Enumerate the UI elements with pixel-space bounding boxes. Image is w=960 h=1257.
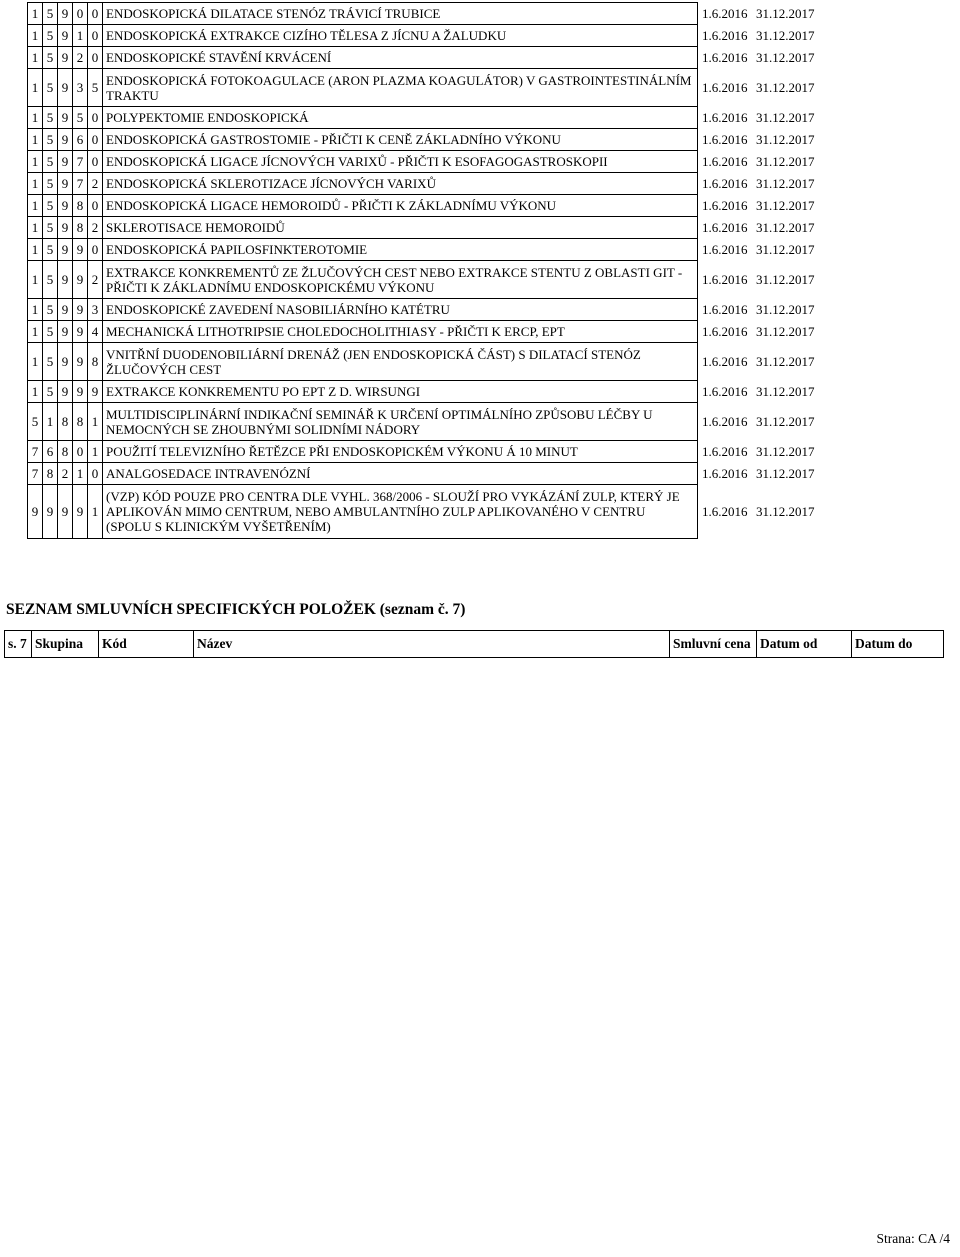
procedure-table <box>27 2 819 539</box>
code-digit-cell: 1 <box>28 343 43 381</box>
code-digit-cell: 2 <box>73 47 88 69</box>
procedure-name-cell: ENDOSKOPICKÁ LIGACE HEMOROIDŮ - PŘIČTI K ZÁKLADNÍMU VÝKONU <box>103 195 698 217</box>
header-row <box>5 631 944 658</box>
code-digit-cell: 5 <box>43 299 58 321</box>
header-cell-group: Skupina <box>32 631 99 658</box>
code-digit-cell: 2 <box>88 173 103 195</box>
code-digit-cell: 1 <box>73 463 88 485</box>
code-digit-cell: 1 <box>28 151 43 173</box>
header-cell-name: Název <box>194 631 670 658</box>
code-digit-cell: 7 <box>73 173 88 195</box>
code-digit-cell: 5 <box>28 403 43 441</box>
procedure-name-cell: ENDOSKOPICKÁ LIGACE JÍCNOVÝCH VARIXŮ - PŘIČTI K ESOFAGOGASTROSKOPII <box>103 151 698 173</box>
procedure-name-cell: ENDOSKOPICKÁ SKLEROTIZACE JÍCNOVÝCH VARIXŮ <box>103 173 698 195</box>
code-digit-cell: 0 <box>73 3 88 25</box>
valid-to-cell: 31.12.2017 <box>756 324 815 339</box>
valid-from-cell: 1.6.2016 <box>702 324 748 339</box>
table-row <box>28 69 819 107</box>
code-digit-cell: 1 <box>28 129 43 151</box>
code-digit-cell: 5 <box>43 107 58 129</box>
table-row <box>28 441 819 463</box>
code-digit-cell: 0 <box>88 25 103 47</box>
code-digit-cell: 9 <box>43 485 58 539</box>
valid-to-cell: 31.12.2017 <box>756 176 815 191</box>
code-digit-cell: 1 <box>28 47 43 69</box>
code-digit-cell: 5 <box>73 107 88 129</box>
valid-to-cell: 31.12.2017 <box>756 50 815 65</box>
valid-from-cell: 1.6.2016 <box>702 50 748 65</box>
code-digit-cell: 8 <box>73 195 88 217</box>
code-digit-cell: 1 <box>28 69 43 107</box>
code-digit-cell: 9 <box>58 299 73 321</box>
valid-to-cell: 31.12.2017 <box>756 242 815 257</box>
valid-from-cell: 1.6.2016 <box>702 220 748 235</box>
valid-to-cell: 31.12.2017 <box>756 414 815 429</box>
specific-items-header-table <box>4 630 944 658</box>
code-digit-cell: 9 <box>58 343 73 381</box>
code-digit-cell: 0 <box>88 47 103 69</box>
valid-from-cell: 1.6.2016 <box>702 302 748 317</box>
table-row <box>28 403 819 441</box>
procedure-name-cell: ENDOSKOPICKÉ ZAVEDENÍ NASOBILIÁRNÍHO KATÉTRU <box>103 299 698 321</box>
code-digit-cell: 1 <box>28 239 43 261</box>
code-digit-cell: 9 <box>58 107 73 129</box>
valid-from-cell: 1.6.2016 <box>702 384 748 399</box>
code-digit-cell: 0 <box>88 107 103 129</box>
valid-to-cell: 31.12.2017 <box>756 504 815 519</box>
code-digit-cell: 0 <box>73 441 88 463</box>
code-digit-cell: 5 <box>43 343 58 381</box>
valid-from-cell: 1.6.2016 <box>702 444 748 459</box>
procedure-name-cell: ENDOSKOPICKÁ PAPILOSFINKTEROTOMIE <box>103 239 698 261</box>
code-digit-cell: 9 <box>73 381 88 403</box>
procedure-table-body <box>28 3 819 539</box>
valid-from-cell: 1.6.2016 <box>702 28 748 43</box>
code-digit-cell: 1 <box>28 261 43 299</box>
valid-from-cell: 1.6.2016 <box>702 242 748 257</box>
table-row <box>28 195 819 217</box>
procedure-name-cell: ENDOSKOPICKÁ FOTOKOAGULACE (ARON PLAZMA KOAGULÁTOR) V GASTROINTESTINÁLNÍM TRAKTU <box>103 69 698 107</box>
table-row <box>28 463 819 485</box>
procedure-name-cell: ENDOSKOPICKÁ DILATACE STENÓZ TRÁVICÍ TRUBICE <box>103 3 698 25</box>
table-row <box>28 129 819 151</box>
code-digit-cell: 8 <box>73 217 88 239</box>
valid-to-cell: 31.12.2017 <box>756 302 815 317</box>
code-digit-cell: 9 <box>73 239 88 261</box>
code-digit-cell: 5 <box>43 195 58 217</box>
code-digit-cell: 1 <box>88 441 103 463</box>
table-row <box>28 217 819 239</box>
valid-from-cell: 1.6.2016 <box>702 176 748 191</box>
code-digit-cell: 0 <box>88 195 103 217</box>
table-row <box>28 25 819 47</box>
header-cell-date-from: Datum od <box>757 631 852 658</box>
page-footer: Strana: CA /4 <box>876 1231 950 1246</box>
procedure-name-cell: VNITŘNÍ DUODENOBILIÁRNÍ DRENÁŽ (JEN ENDOSKOPICKÁ ČÁST) S DILATACÍ STENÓZ ŽLUČOVÝCH CEST <box>103 343 698 381</box>
procedure-name-cell: SKLEROTISACE HEMOROIDŮ <box>103 217 698 239</box>
table-row <box>28 3 819 25</box>
code-digit-cell: 8 <box>58 403 73 441</box>
valid-from-cell: 1.6.2016 <box>702 354 748 369</box>
code-digit-cell: 5 <box>43 173 58 195</box>
code-digit-cell: 9 <box>58 151 73 173</box>
valid-to-cell: 31.12.2017 <box>756 384 815 399</box>
valid-to-cell: 31.12.2017 <box>756 220 815 235</box>
code-digit-cell: 8 <box>73 403 88 441</box>
code-digit-cell: 9 <box>58 239 73 261</box>
code-digit-cell: 1 <box>88 403 103 441</box>
valid-from-cell: 1.6.2016 <box>702 132 748 147</box>
procedure-name-cell: EXTRAKCE KONKREMENTŮ ZE ŽLUČOVÝCH CEST NEBO EXTRAKCE STENTU Z OBLASTI GIT - PŘIČTI K ZÁKLADNÍMU ENDOSKOPICKÉMU VÝKONU <box>103 261 698 299</box>
code-digit-cell: 5 <box>43 69 58 107</box>
code-digit-cell: 0 <box>88 463 103 485</box>
code-digit-cell: 8 <box>43 463 58 485</box>
code-digit-cell: 4 <box>88 321 103 343</box>
code-digit-cell: 0 <box>88 3 103 25</box>
code-digit-cell: 9 <box>58 485 73 539</box>
procedure-name-cell: ANALGOSEDACE INTRAVENÓZNÍ <box>103 463 698 485</box>
valid-to-cell: 31.12.2017 <box>756 272 815 287</box>
code-digit-cell: 5 <box>43 239 58 261</box>
code-digit-cell: 5 <box>43 25 58 47</box>
code-digit-cell: 1 <box>28 217 43 239</box>
code-digit-cell: 5 <box>43 381 58 403</box>
code-digit-cell: 9 <box>88 381 103 403</box>
code-digit-cell: 9 <box>58 25 73 47</box>
valid-to-cell: 31.12.2017 <box>756 80 815 95</box>
code-digit-cell: 0 <box>88 151 103 173</box>
table-row <box>28 173 819 195</box>
table-row <box>28 107 819 129</box>
header-cell-date-to: Datum do <box>852 631 944 658</box>
code-digit-cell: 8 <box>88 343 103 381</box>
code-digit-cell: 5 <box>43 321 58 343</box>
code-digit-cell: 9 <box>28 485 43 539</box>
code-digit-cell: 1 <box>28 107 43 129</box>
procedure-name-cell: POLYPEKTOMIE ENDOSKOPICKÁ <box>103 107 698 129</box>
code-digit-cell: 3 <box>73 69 88 107</box>
table-row <box>28 343 819 381</box>
header-cell-code: Kód <box>99 631 194 658</box>
code-digit-cell: 9 <box>73 343 88 381</box>
table-row <box>28 261 819 299</box>
valid-to-cell: 31.12.2017 <box>756 354 815 369</box>
table-row <box>28 151 819 173</box>
code-digit-cell: 7 <box>28 441 43 463</box>
valid-to-cell: 31.12.2017 <box>756 198 815 213</box>
procedure-name-cell: MECHANICKÁ LITHOTRIPSIE CHOLEDOCHOLITHIASY - PŘIČTI K ERCP, EPT <box>103 321 698 343</box>
valid-from-cell: 1.6.2016 <box>702 466 748 481</box>
code-digit-cell: 9 <box>58 69 73 107</box>
valid-from-cell: 1.6.2016 <box>702 198 748 213</box>
procedure-name-cell: ENDOSKOPICKÁ GASTROSTOMIE - PŘIČTI K CENĚ ZÁKLADNÍHO VÝKONU <box>103 129 698 151</box>
valid-from-cell: 1.6.2016 <box>702 504 748 519</box>
code-digit-cell: 9 <box>58 381 73 403</box>
code-digit-cell: 9 <box>58 173 73 195</box>
code-digit-cell: 1 <box>28 381 43 403</box>
code-digit-cell: 1 <box>28 25 43 47</box>
code-digit-cell: 3 <box>88 299 103 321</box>
procedure-name-cell: (VZP) KÓD POUZE PRO CENTRA DLE VYHL. 368/2006 - SLOUŽÍ PRO VYKÁZÁNÍ ZULP, KTERÝ JE APLIKOVÁN MIMO CENTRUM, NEBO AMBULANTNÍHO ZULP APLIKOVANÉHO V CENTRU (SPOLU S KLINICKÝM VYŠETŘENÍM) <box>103 485 698 539</box>
code-digit-cell: 9 <box>73 485 88 539</box>
code-digit-cell: 1 <box>73 25 88 47</box>
code-digit-cell: 2 <box>88 217 103 239</box>
code-digit-cell: 1 <box>28 173 43 195</box>
code-digit-cell: 6 <box>73 129 88 151</box>
code-digit-cell: 9 <box>58 261 73 299</box>
table-row <box>28 299 819 321</box>
code-digit-cell: 1 <box>43 403 58 441</box>
code-digit-cell: 2 <box>58 463 73 485</box>
valid-from-cell: 1.6.2016 <box>702 6 748 21</box>
code-digit-cell: 9 <box>58 3 73 25</box>
code-digit-cell: 9 <box>58 47 73 69</box>
code-digit-cell: 5 <box>43 47 58 69</box>
procedure-name-cell: ENDOSKOPICKÁ EXTRAKCE CIZÍHO TĚLESA Z JÍCNU A ŽALUDKU <box>103 25 698 47</box>
valid-to-cell: 31.12.2017 <box>756 6 815 21</box>
code-digit-cell: 5 <box>43 217 58 239</box>
code-digit-cell: 7 <box>28 463 43 485</box>
valid-to-cell: 31.12.2017 <box>756 154 815 169</box>
procedure-name-cell: MULTIDISCIPLINÁRNÍ INDIKAČNÍ SEMINÁŘ K URČENÍ OPTIMÁLNÍHO ZPŮSOBU LÉČBY U NEMOCNÝCH SE ZHOUBNÝMI SOLIDNÍMI NÁDORY <box>103 403 698 441</box>
valid-to-cell: 31.12.2017 <box>756 132 815 147</box>
code-digit-cell: 5 <box>43 3 58 25</box>
table-row <box>28 321 819 343</box>
code-digit-cell: 5 <box>88 69 103 107</box>
valid-to-cell: 31.12.2017 <box>756 444 815 459</box>
header-cell-price: Smluvní cena <box>670 631 757 658</box>
code-digit-cell: 1 <box>28 195 43 217</box>
code-digit-cell: 1 <box>28 321 43 343</box>
table-row <box>28 485 819 539</box>
valid-to-cell: 31.12.2017 <box>756 28 815 43</box>
procedure-name-cell: EXTRAKCE KONKREMENTU PO EPT Z D. WIRSUNGI <box>103 381 698 403</box>
valid-from-cell: 1.6.2016 <box>702 272 748 287</box>
code-digit-cell: 9 <box>58 195 73 217</box>
code-digit-cell: 1 <box>28 3 43 25</box>
code-digit-cell: 9 <box>73 261 88 299</box>
table-row <box>28 381 819 403</box>
code-digit-cell: 1 <box>28 299 43 321</box>
procedure-name-cell: ENDOSKOPICKÉ STAVĚNÍ KRVÁCENÍ <box>103 47 698 69</box>
code-digit-cell: 0 <box>88 239 103 261</box>
table-row <box>28 47 819 69</box>
code-digit-cell: 9 <box>58 321 73 343</box>
code-digit-cell: 9 <box>58 129 73 151</box>
code-digit-cell: 5 <box>43 129 58 151</box>
procedure-name-cell: POUŽITÍ TELEVIZNÍHO ŘETĚZCE PŘI ENDOSKOPICKÉM VÝKONU Á 10 MINUT <box>103 441 698 463</box>
valid-to-cell: 31.12.2017 <box>756 110 815 125</box>
valid-to-cell: 31.12.2017 <box>756 466 815 481</box>
valid-from-cell: 1.6.2016 <box>702 414 748 429</box>
code-digit-cell: 9 <box>73 299 88 321</box>
code-digit-cell: 6 <box>43 441 58 463</box>
valid-from-cell: 1.6.2016 <box>702 110 748 125</box>
code-digit-cell: 0 <box>88 129 103 151</box>
section-title: SEZNAM SMLUVNÍCH SPECIFICKÝCH POLOŽEK (seznam č. 7) <box>6 601 466 618</box>
code-digit-cell: 5 <box>43 261 58 299</box>
code-digit-cell: 8 <box>58 441 73 463</box>
header-cell-s7: s. 7 <box>5 631 32 658</box>
code-digit-cell: 2 <box>88 261 103 299</box>
code-digit-cell: 5 <box>43 151 58 173</box>
valid-from-cell: 1.6.2016 <box>702 154 748 169</box>
code-digit-cell: 7 <box>73 151 88 173</box>
code-digit-cell: 1 <box>88 485 103 539</box>
table-row <box>28 239 819 261</box>
valid-from-cell: 1.6.2016 <box>702 80 748 95</box>
code-digit-cell: 9 <box>58 217 73 239</box>
code-digit-cell: 9 <box>73 321 88 343</box>
